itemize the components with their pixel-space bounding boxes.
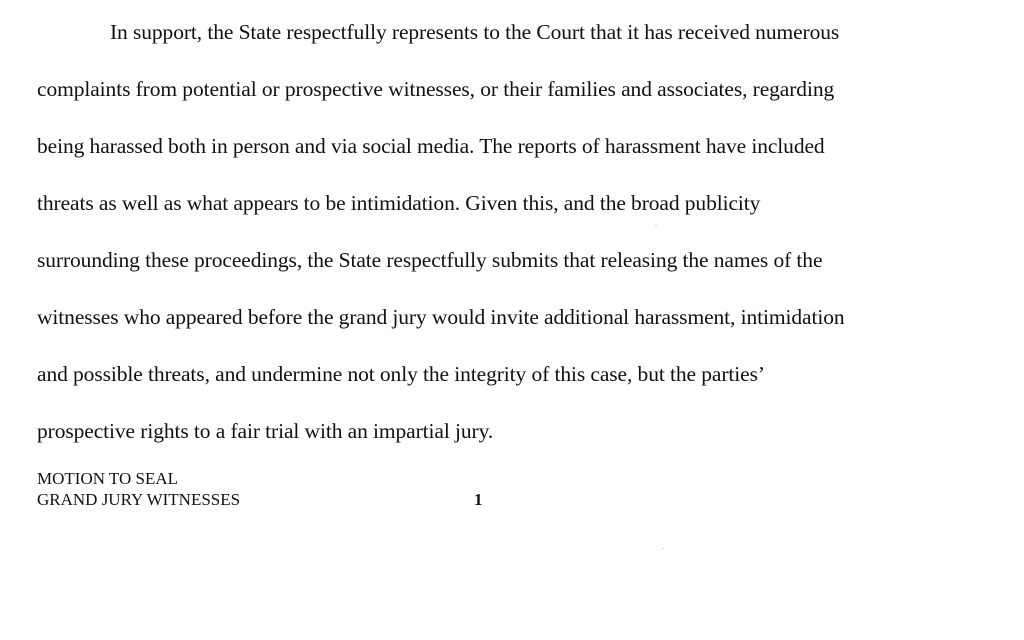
- paragraph-line-1: In support, the State respectfully represents to the Court that it has received numerous: [110, 20, 840, 44]
- footer-title-line-2: GRAND JURY WITNESSES: [37, 490, 241, 509]
- paragraph-line-4: threats as well as what appears to be intimidation. Given this, and the broad publicity: [37, 191, 761, 215]
- paragraph-line-7: and possible threats, and undermine not only the integrity of this case, but the parties’: [37, 362, 765, 386]
- footer-title-line-1: MOTION TO SEAL: [37, 469, 179, 488]
- paragraph-line-3: being harassed both in person and via social media. The reports of harassment have included: [37, 134, 825, 158]
- paragraph-line-5: surrounding these proceedings, the State respectfully submits that releasing the names of the: [37, 248, 823, 272]
- scan-speck: [655, 225, 657, 226]
- paragraph-line-6: witnesses who appeared before the grand jury would invite additional harassment, intimidation: [37, 305, 845, 329]
- page-number: 1: [474, 490, 483, 509]
- paragraph-line-2: complaints from potential or prospective witnesses, or their families and associates, regarding: [37, 77, 835, 101]
- scan-speck: [662, 548, 664, 549]
- paragraph-line-8: prospective rights to a fair trial with an impartial jury.: [37, 419, 494, 443]
